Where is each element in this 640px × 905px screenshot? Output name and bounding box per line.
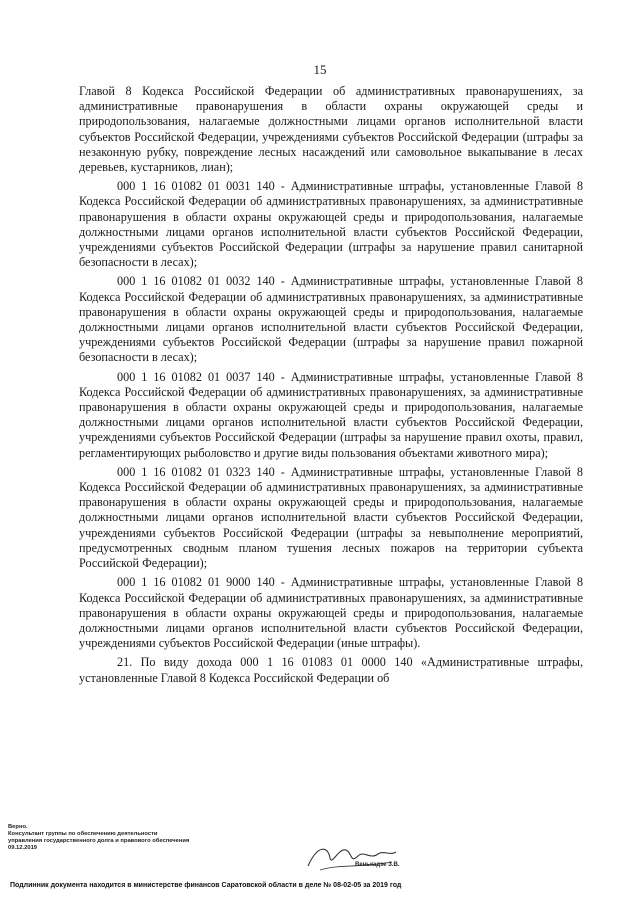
paragraph: 000 1 16 01082 01 0032 140 - Административные штрафы, установленные Главой 8 Кодекса Российской Федерации об административных правонарушениях, за административные правонарушения в области охраны окружающей среды и природопользования, налагаемые должностными лицами органов исполнительной власти субъектов Российской Федерации, учреждениями субъектов Российской Федерации (штрафы за нарушение правил пожарной безопасности в лесах); <box>79 274 583 365</box>
certification-verified: Верно. <box>8 824 28 830</box>
certification-department: управления государственного долга и правового обеспечения <box>8 838 190 844</box>
paragraph: Главой 8 Кодекса Российской Федерации об административных правонарушениях, за административные правонарушения в области охраны окружающей среды и природопользования, налагаемые должностными лицами органов исполнительной власти субъектов Российской Федерации, учреждениями субъектов Российской Федерации (штрафы за незаконную рубку, повреждение лесных насаждений или самовольное выкапывание в лесах деревьев, кустарников, лиан); <box>79 84 583 175</box>
paragraph: 000 1 16 01082 01 9000 140 - Административные штрафы, установленные Главой 8 Кодекса Российской Федерации об административных правонарушениях, за административные правонарушения в области охраны окружающей среды и природопользования, налагаемые должностными лицами органов исполнительной власти субъектов Российской Федерации, учреждениями субъектов Российской Федерации (иные штрафы). <box>79 575 583 651</box>
document-body <box>79 84 583 690</box>
paragraph: 000 1 16 01082 01 0323 140 - Административные штрафы, установленные Главой 8 Кодекса Российской Федерации об административных правонарушениях, за административные правонарушения в области охраны окружающей среды и природопользования, налагаемые должностными лицами органов исполнительной власти субъектов Российской Федерации, учреждениями субъектов Российской Федерации (штрафы за невыполнение мероприятий, предусмотренных сводным планом тушения лесных пожаров на территории субъекта Российской Федерации); <box>79 464 583 571</box>
paragraph: 21. По виду дохода 000 1 16 01083 01 0000 140 «Административные штрафы, установленные Главой 8 Кодекса Российской Федерации об <box>79 655 583 685</box>
paragraph: 000 1 16 01082 01 0037 140 - Административные штрафы, установленные Главой 8 Кодекса Российской Федерации об административных правонарушениях, за административные правонарушения в области охраны окружающей среды и природопользования, налагаемые должностными лицами органов исполнительной власти субъектов Российской Федерации, учреждениями субъектов Российской Федерации (штрафы за нарушение правил охоты, правил, регламентирующих рыболовство и другие виды пользования объектами животного мира); <box>79 369 583 460</box>
footer-note: Подлинник документа находится в министерстве финансов Саратовской области в деле № 08-02-05 за 2019 год <box>10 882 402 889</box>
certification-name: Венькадзе З.В. <box>355 862 400 868</box>
paragraph: 000 1 16 01082 01 0031 140 - Административные штрафы, установленные Главой 8 Кодекса Российской Федерации об административных правонарушениях, за административные правонарушения в области охраны окружающей среды и природопользования, налагаемые должностными лицами органов исполнительной власти субъектов Российской Федерации, учреждениями субъектов Российской Федерации (штрафы за нарушение правил санитарной безопасности в лесах); <box>79 179 583 270</box>
certification-position: Консультант группы по обеспечению деятельности <box>8 831 158 837</box>
signature-icon <box>300 836 400 876</box>
page-number: 15 <box>313 62 327 77</box>
certification-date: 09.12.2019 <box>8 845 38 851</box>
